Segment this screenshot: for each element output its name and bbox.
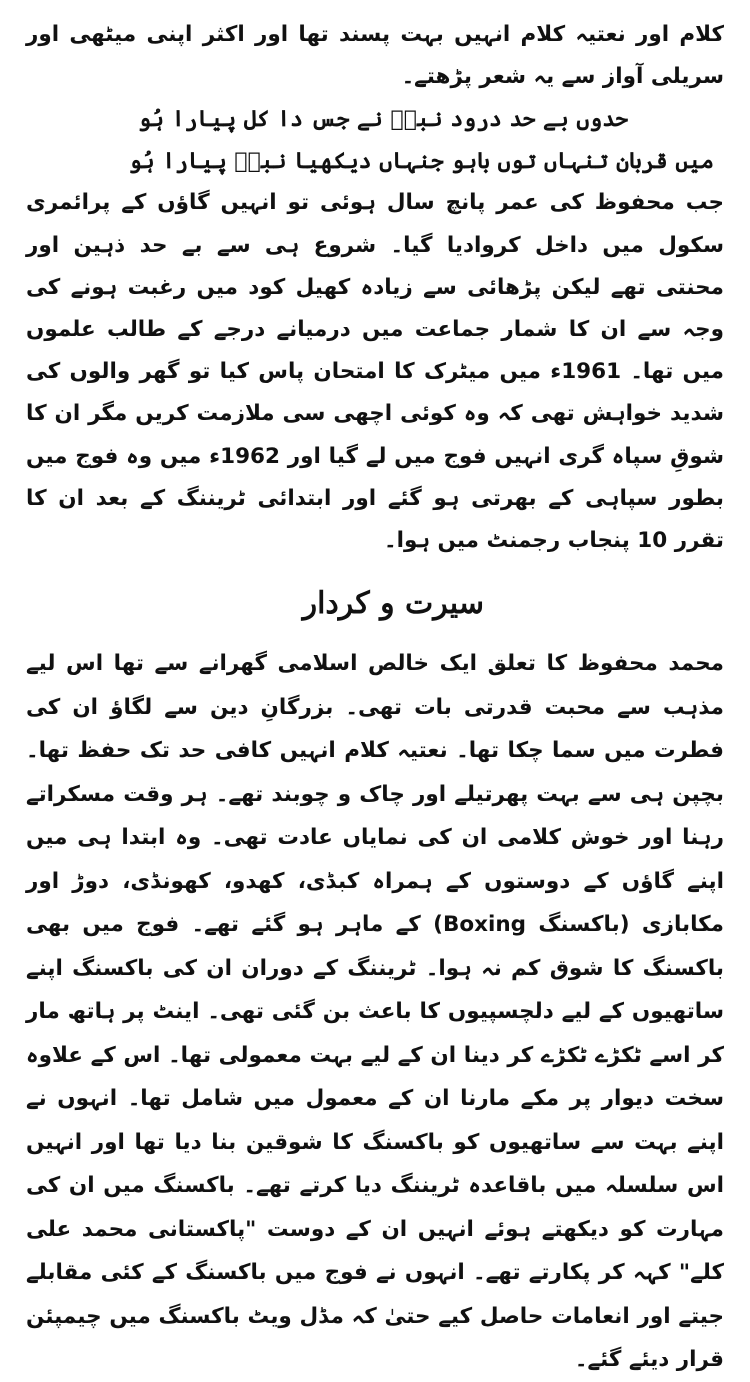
verse-line-1: حدوں بے حد درود نبیؐ نے جس دا کل پیارا ہُو (138, 106, 628, 133)
early-life-paragraph: جب محفوظ کی عمر پانچ سال ہوئی تو انہیں گاؤں کے پرائمری سکول میں داخل کروادیا گیا۔ شروع ہی سے بے حد ذہین اور محنتی تھے لیکن پڑھائی سے زیادہ کھیل کود میں رغبت ہونے کی وجہ سے ان کا شمار جماعت میں درمیانے درجے کے طالب علموں میں تھا۔ 1961ء میں میٹرک کا امتحان پاس کیا تو گھر والوں کی شدید خواہش تھی کہ وہ کوئی اچھی سی ملازمت کریں مگر ان کا شوقِ سپاہ گری انہیں فوج میں لے گیا اور 1962ء میں وہ فوج میں بطور سپاہی کے بھرتی ہو گئے اور ابتدائی ٹریننگ کے بعد ان کا تقرر 10 پنجاب رجمنٹ میں ہوا۔ (26, 190, 725, 554)
character-paragraph: محمد محفوظ کا تعلق ایک خالص اسلامی گھرانے سے تھا اس لیے مذہب سے محبت قدرتی بات تھی۔ بزرگانِ دین سے لگاؤ ان کی فطرت میں سما چکا تھا۔ نعتیہ کلام انہیں کافی حد تک حفظ تھا۔ بچپن ہی سے بہت پھرتیلے اور چاک و چوبند تھے۔ ہر وقت مسکراتے رہنا اور خوش کلامی ان کی نمایاں عادت تھی۔ وہ ابتدا ہی میں اپنے گاؤں کے دوستوں کے ہمراہ کبڈی، کھدو، کھونڈی، دوڑ اور مکابازی (باکسنگ Boxing) کے ماہر ہو گئے تھے۔ فوج میں بھی باکسنگ کا شوق کم نہ ہوا۔ ٹریننگ کے دوران ان کی باکسنگ اپنے ساتھیوں کے لیے دلچسپیوں کا باعث بن گئی تھی۔ اینٹ پر ہاتھ مار کر اسے ٹکڑے ٹکڑے کر دینا ان کے لیے بہت معمولی تھا۔ اس کے علاوہ سخت دیوار پر مکے مارنا ان کے معمول میں شامل تھا۔ انہوں نے اپنے بہت سے ساتھیوں کو باکسنگ کا شوقین بنا دیا تھا اور انہیں اس سلسلہ میں باقاعدہ ٹریننگ دیا کرتے تھے۔ باکسنگ میں ان کی مہارت کو دیکھتے ہوئے انہیں ان کے دوست "پاکستانی محمد علی کلے" کہہ کر پکارتے تھے۔ انہوں نے فوج میں باکسنگ کے کئی مقابلے جیتے اور انعامات حاصل کیے حتیٰ کہ مڈل ویٹ باکسنگ میں چیمپئن قرار دیئے گئے۔ (26, 651, 724, 1373)
poetry-verses (26, 98, 724, 182)
section-heading: سیرت و کردار (302, 586, 484, 622)
intro-paragraph: کلام اور نعتیہ کلام انہیں بہت پسند تھا اور اکثر اپنی میٹھی اور سریلی آواز سے یہ شعر پڑھتے۔ (26, 22, 724, 90)
verse-line-2: میں قربان تنہاں توں باہو جنہاں دیکھیا نبیؐ پیارا ہُو (128, 148, 714, 175)
